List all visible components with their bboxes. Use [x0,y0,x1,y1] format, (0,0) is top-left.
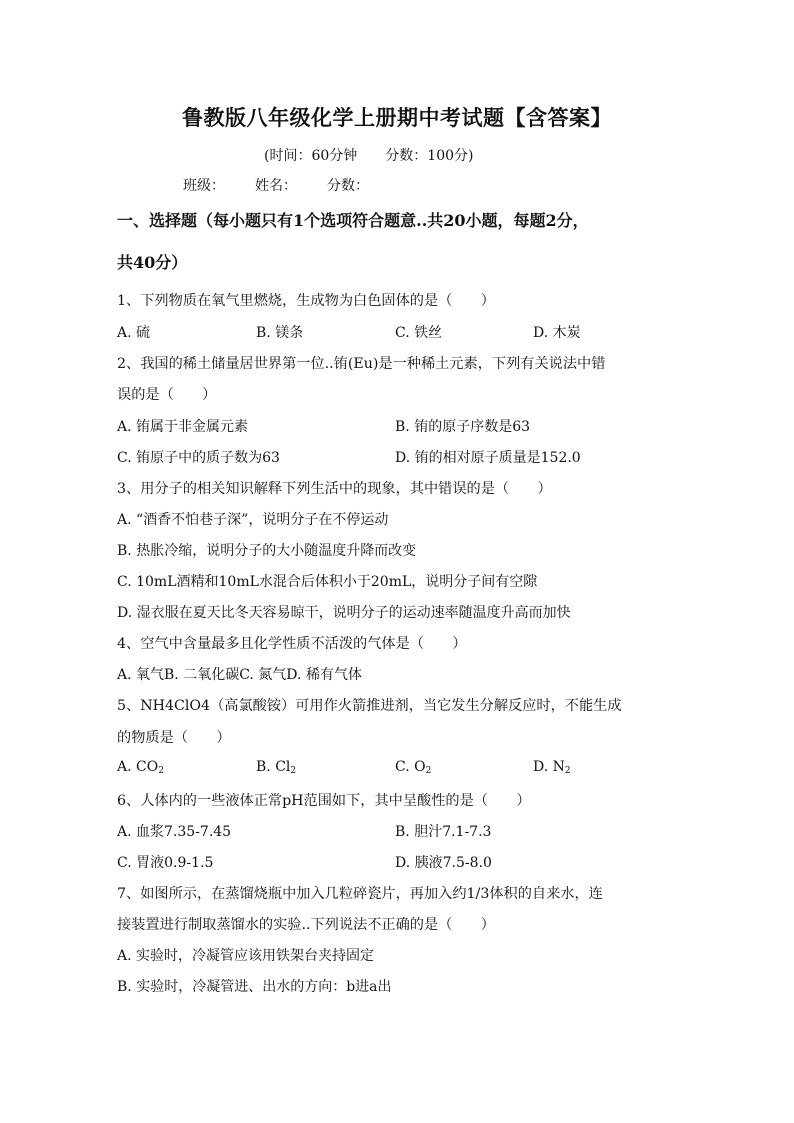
q5-option-a [117,759,164,776]
question-5-stem-line2: 的物质是（ ） [117,730,231,746]
exam-title: 鲁教版八年级化学上册期中考试题【含答案】 [182,105,612,130]
q5-option-a-text: A. CO [117,759,159,775]
q6-option-b: B. 胆汁7.1-7.3 [395,824,492,840]
question-4-stem: 4、空气中含量最多且化学性质不活泼的气体是（ ） [117,636,467,652]
question-3-stem: 3、用分子的相关知识解释下列生活中的现象，其中错误的是（ ） [117,481,552,497]
q1-option-d: D. 木炭 [533,325,581,341]
q6-option-a: A. 血浆7.35-7.45 [117,824,232,840]
question-5-stem-line1: 5、NH4ClO4（高氯酸铵）可用作火箭推进剂，当它发生分解反应时，不能生成 [117,698,622,714]
section-heading-line2: 共40分） [117,253,188,272]
q5-option-c-subscript: 2 [425,766,432,776]
q3-option-b: B. 热胀冷缩，说明分子的大小随温度升降而改变 [117,543,417,559]
total-score: 分数：100分) [385,148,474,164]
q5-option-b-subscript: 2 [290,766,297,776]
q4-options: A. 氧气B. 二氧化碳C. 氮气D. 稀有气体 [117,667,362,683]
class-field: 班级： [183,178,225,194]
q6-option-c: C. 胃液0.9-1.5 [117,855,214,871]
section-heading-line1: 一、选择题（每小题只有1个选项符合题意..共20小题，每题2分， [117,211,589,230]
q1-option-a: A. 硫 [117,325,151,341]
q3-option-c: C. 10mL酒精和10mL水混合后体积小于20mL，说明分子间有空隙 [117,574,538,590]
q6-option-d: D. 胰液7.5-8.0 [395,855,492,871]
q7-option-a: A. 实验时，冷凝管应该用铁架台夹持固定 [117,948,375,964]
q2-option-d: D. 铕的相对原子质量是152.0 [395,450,581,466]
q5-option-c-text: C. O [395,759,426,775]
exam-meta [264,145,501,165]
q2-option-b: B. 铕的原子序数是63 [395,419,531,435]
q5-option-d-text: D. N [533,759,565,775]
student-info [183,175,399,195]
name-field: 姓名： [255,178,297,194]
q5-option-d [533,759,571,776]
q3-option-a: A. “酒香不怕巷子深”，说明分子在不停运动 [117,512,389,528]
q5-option-b [256,759,296,776]
time-limit: (时间：60分钟 [264,148,358,164]
grade-field: 分数： [327,178,369,194]
q1-option-b: B. 镁条 [256,325,304,341]
q5-option-d-subscript: 2 [564,766,571,776]
q1-option-c: C. 铁丝 [395,325,443,341]
q5-option-c [395,759,431,776]
q7-option-b: B. 实验时，冷凝管进、出水的方向：b进a出 [117,979,392,995]
q2-option-c: C. 铕原子中的质子数为63 [117,450,280,466]
q5-option-b-text: B. Cl [256,759,291,775]
q3-option-d: D. 湿衣服在夏天比冬天容易晾干，说明分子的运动速率随温度升高而加快 [117,605,571,621]
question-1-stem: 1、下列物质在氧气里燃烧，生成物为白色固体的是（ ） [117,293,495,309]
q2-option-a: A. 铕属于非金属元素 [117,419,249,435]
q5-option-a-subscript: 2 [158,766,164,776]
question-6-stem: 6、人体内的一些液体正常pH范围如下，其中呈酸性的是（ ） [117,793,531,809]
question-7-stem-line1: 7、如图所示，在蒸馏烧瓶中加入几粒碎瓷片，再加入约1/3体积的自来水，连 [117,886,603,902]
question-7-stem-line2: 接装置进行制取蒸馏水的实验..下列说法不正确的是（ ） [117,917,495,933]
question-2-stem-line2: 误的是（ ） [117,387,217,403]
question-2-stem-line1: 2、我国的稀土储量居世界第一位..铕(Eu)是一种稀土元素，下列有关说法中错 [117,356,606,372]
